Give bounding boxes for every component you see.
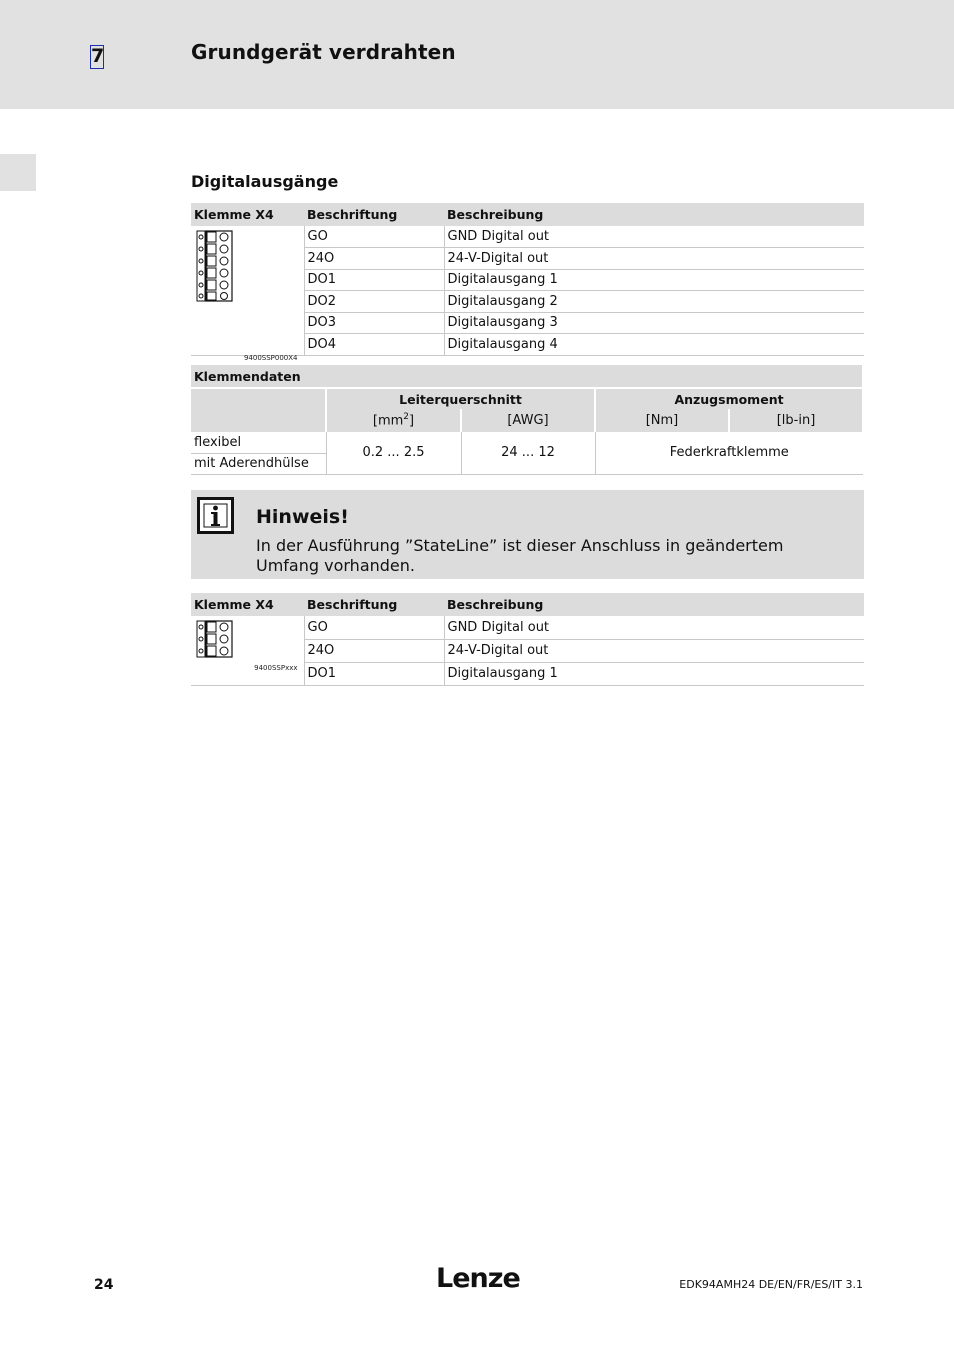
label-cell: DO1 — [304, 269, 444, 291]
row-label-flexibel: flexibel — [191, 432, 326, 453]
chapter-number[interactable]: 7 — [91, 45, 105, 67]
image-code: 9400SSPxxx — [254, 664, 298, 672]
note-text: In der Ausführung ”StateLine” ist dieser Anschluss in geändertem Umfang vorhanden. — [256, 536, 784, 575]
header-beschriftung: Beschriftung — [304, 203, 444, 226]
label-cell: DO3 — [304, 312, 444, 334]
info-icon — [197, 497, 234, 534]
header-klemme: Klemme X4 — [191, 203, 304, 226]
page-title: Grundgerät verdrahten — [191, 40, 456, 64]
header-beschreibung: Beschreibung — [444, 203, 864, 226]
terminal-block-x4-icon — [196, 230, 236, 306]
terminal-image-cell — [191, 226, 304, 362]
label-cell: DO4 — [304, 334, 444, 356]
side-tab — [0, 154, 36, 191]
description-cell: Digitalausgang 3 — [444, 312, 864, 334]
row-label-aderendhuelse: mit Aderendhülse — [191, 453, 326, 474]
description-cell: Digitalausgang 1 — [444, 662, 864, 685]
value-awg: 24 ... 12 — [461, 432, 595, 474]
empty-header-cell — [191, 388, 326, 432]
header-beschreibung: Beschreibung — [444, 593, 864, 616]
group-header-cross-section: Leiterquerschnitt — [326, 388, 595, 409]
terminal-table-2 — [191, 593, 864, 686]
section-title: Digitalausgänge — [191, 172, 339, 191]
terminal-block-x4-small-icon — [196, 620, 236, 660]
terminal-image-cell — [191, 616, 304, 685]
note-box — [191, 490, 864, 579]
label-cell: GO — [304, 616, 444, 639]
description-cell: GND Digital out — [444, 226, 864, 248]
unit-nm: [Nm] — [595, 409, 729, 432]
label-cell: 24O — [304, 248, 444, 270]
document-code: EDK94AMH24 DE/EN/FR/ES/IT 3.1 — [679, 1278, 863, 1291]
label-cell: GO — [304, 226, 444, 248]
page-number: 24 — [94, 1277, 114, 1293]
label-cell: DO1 — [304, 662, 444, 685]
label-cell: 24O — [304, 639, 444, 662]
unit-mm: $[mm^2]$ — [326, 409, 461, 432]
image-code: 9400SSP000X4 — [243, 354, 298, 362]
description-cell: Digitalausgang 1 — [444, 269, 864, 291]
header-band — [0, 0, 954, 109]
description-cell: Digitalausgang 4 — [444, 334, 864, 356]
header-beschriftung: Beschriftung — [304, 593, 444, 616]
terminal-data-table — [191, 365, 864, 475]
description-cell: 24-V-Digital out — [444, 248, 864, 270]
description-cell: Digitalausgang 2 — [444, 291, 864, 313]
note-title: Hinweis! — [256, 506, 349, 528]
terminal-data-title: Klemmendaten — [191, 365, 863, 388]
unit-lbin: [lb-in] — [729, 409, 863, 432]
value-mm: 0.2 ... 2.5 — [326, 432, 461, 474]
value-torque: Federkraftklemme — [595, 432, 863, 474]
header-klemme: Klemme X4 — [191, 593, 304, 616]
description-cell: GND Digital out — [444, 616, 864, 639]
terminal-table-1 — [191, 203, 864, 362]
description-cell: 24-V-Digital out — [444, 639, 864, 662]
label-cell: DO2 — [304, 291, 444, 313]
unit-awg: [AWG] — [461, 409, 595, 432]
lenze-logo: Lenze — [436, 1263, 520, 1294]
group-header-torque: Anzugsmoment — [595, 388, 863, 409]
